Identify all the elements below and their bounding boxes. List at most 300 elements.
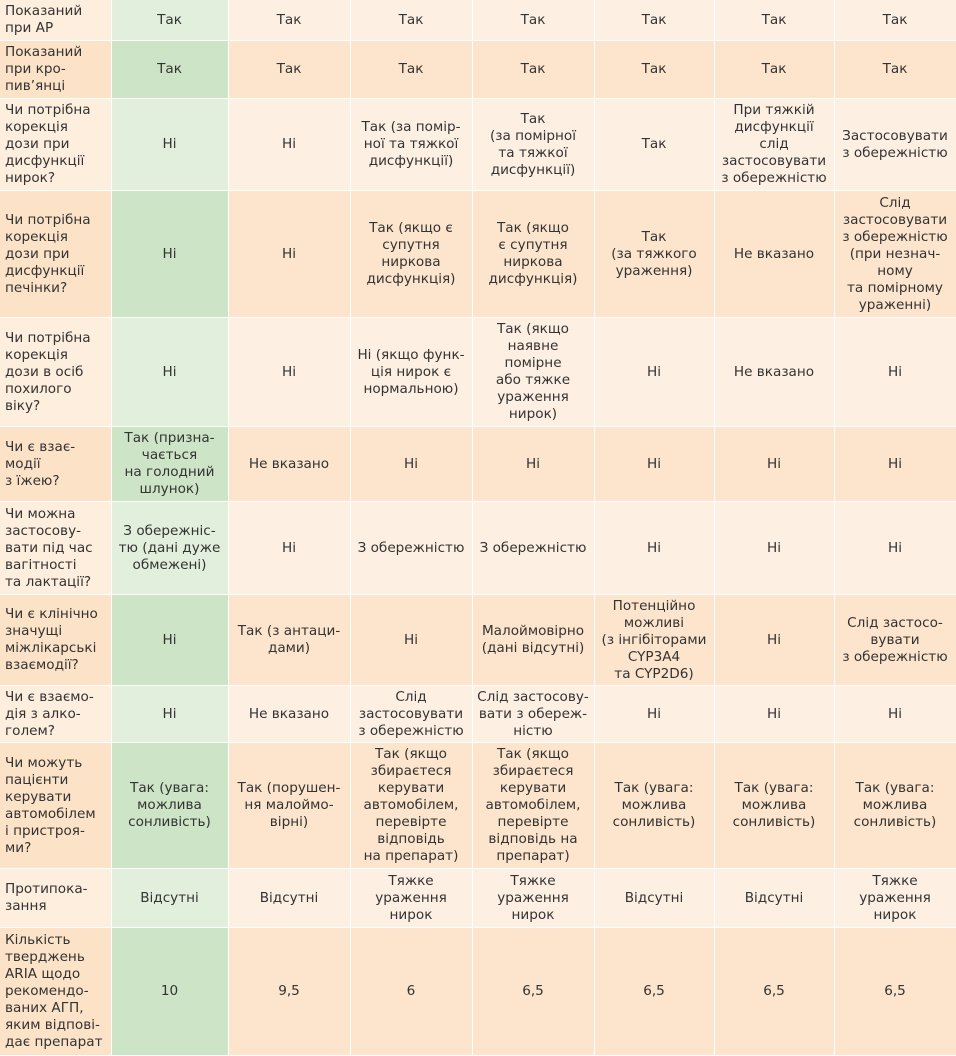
cell-text: автомобілем, [485,797,581,813]
cell-text: Ні [282,136,296,152]
cell-text: збираєтеся [492,763,574,779]
cell-text: 6,5 [643,983,665,999]
cell-text: Так [761,11,787,28]
row-header-text: дози в осіб [5,363,84,380]
row-header-text: Чи є клінічно [5,606,98,622]
cell-text: Ні [162,705,177,722]
cell-text: Ні [647,455,661,472]
cell-text: Так [398,61,424,77]
cell-text: Ні [404,455,418,472]
table-cell [834,869,956,928]
row-header-text: керувати [5,788,72,805]
cell-text: ураженні) [858,296,932,313]
cell-text: вати з обереж- [478,705,588,722]
row-header [0,595,111,686]
cell-text: Не вказано [248,455,330,472]
cell-text: Не вказано [733,363,815,380]
table-cell [350,686,472,743]
row-header [0,41,111,99]
table-cell [472,41,594,99]
cell-text: Ні [888,363,902,380]
row-header-text: застосову- [5,522,82,539]
cell-text: Ні [162,363,177,380]
cell-text: Ні [282,539,296,556]
table-cell [834,743,956,869]
cell-text: на препарат) [363,848,459,864]
table-cell [594,41,714,99]
table-cell [714,427,834,502]
row-header-text: віку? [5,397,41,414]
cell-text: Так [398,11,424,28]
cell-text: Так (якщо [497,746,569,762]
table-cell [834,427,956,502]
cell-text: ураження [497,889,569,906]
cell-text: Ні [162,136,177,152]
row-header-text: дисфункції [5,153,85,169]
cell-text: збираєтеся [370,763,452,779]
table-cell [111,869,228,928]
cell-text: дисфункції [734,119,814,135]
cell-text: Потенційно [612,597,696,614]
cell-text: дисфункція) [488,271,578,287]
cell-text: препарат) [496,848,570,864]
cell-text: нирок) [508,406,558,422]
cell-text: Відсутні [259,889,319,906]
cell-text: дисфункції) [368,153,454,169]
cell-text: та CYP2D6) [614,665,694,682]
cell-text: перевірте [497,814,569,830]
cell-text: та помірному [847,279,943,296]
cell-text: Не вказано [248,705,330,722]
table-row [0,41,956,99]
row-header-text: голем? [5,722,55,739]
cell-text: сонливість) [732,814,816,830]
cell-text: Тяжке [510,872,556,889]
table-row [0,869,956,928]
table-cell [714,743,834,869]
table-cell [834,928,956,1056]
table-row [0,318,956,427]
cell-text: Тяжке [872,872,918,889]
table-cell [111,191,228,318]
table-cell [594,743,714,869]
row-header-text: Протипока- [5,881,88,897]
table-cell [111,0,228,41]
table-cell [594,427,714,502]
cell-text: 6,5 [522,983,544,999]
table-cell [714,595,834,686]
table-cell [472,318,594,427]
table-cell [228,928,350,1056]
row-header-text: автомобілем [5,805,96,822]
table-cell [472,0,594,41]
cell-text: 6,5 [884,983,906,999]
cell-text: 9,5 [278,983,300,999]
cell-text: застосовувати [842,211,948,228]
table-cell [594,191,714,318]
table-cell [228,686,350,743]
cell-text: Ні [162,245,177,262]
row-header [0,427,111,502]
cell-text: ураження [375,889,447,906]
cell-text: наявне [507,338,559,354]
table-cell [834,191,956,318]
table-row [0,928,956,1056]
row-header-text: дози при [5,245,70,262]
cell-text: шлунок) [139,481,200,497]
row-header-text: Показаний [5,44,83,60]
table-cell [111,595,228,686]
table-cell [350,869,472,928]
row-header [0,743,111,869]
table-cell [714,928,834,1056]
cell-text: (дані відсутні) [481,640,585,656]
table-cell [350,191,472,318]
cell-text: Ні [647,705,661,722]
cell-text: Так [520,110,546,127]
table-cell [228,595,350,686]
cell-text: Ні [647,363,661,380]
table-cell [714,686,834,743]
cell-text: з обережністю [842,648,948,665]
table-cell [594,928,714,1056]
cell-text: Так (призна- [124,430,215,446]
row-header-text: та лактації? [5,573,92,590]
table-cell [111,41,228,99]
cell-text: Ні [404,631,418,648]
table-cell [228,99,350,191]
cell-text: ураження) [615,262,693,279]
cell-text: ураження [497,389,569,405]
table-cell [714,318,834,427]
row-header-text: і пристроя- [5,822,85,839]
cell-text: ниркова [503,254,563,270]
cell-text: нирок [389,906,433,923]
table-cell [111,743,228,869]
cell-text: ураження [859,889,931,906]
table-cell [472,191,594,318]
table-cell [594,99,714,191]
cell-text: нормальною) [363,380,459,397]
table-cell [472,595,594,686]
cell-text: Так (увага: [734,780,814,796]
cell-text: Ні (якщо функ- [357,346,465,363]
row-header-text: нирок? [5,170,56,186]
cell-text: Так (увага: [130,780,209,796]
table-cell [350,427,472,502]
row-header-text: при кро- [5,61,66,77]
cell-text: можливі [623,614,685,631]
cell-text: З обережністю [479,539,587,556]
table-cell [350,502,472,595]
table-row [0,0,956,41]
row-header-text: корекція [5,346,68,363]
row-header-text: Чи можуть [5,754,83,771]
cell-text: ня малоймо- [244,797,334,813]
table-cell [350,743,472,869]
cell-text: Так (якщо [497,321,569,337]
cell-text: Так [641,228,667,245]
table-cell [111,318,228,427]
row-header-text: Чи є взає- [5,438,76,455]
cell-text: Так [157,11,182,28]
cell-text: Ні [888,539,902,556]
cell-text: з обережністю [358,722,464,739]
cell-text: вувати [870,631,920,648]
row-header [0,686,111,743]
cell-text: сонливість) [853,814,937,830]
row-header-text: пацієнти [5,771,69,788]
cell-text: Ні [526,455,540,472]
row-header [0,318,111,427]
row-header-text: значущі [5,623,63,639]
cell-text: або тяжке [495,372,571,388]
table-cell [228,318,350,427]
row-header-text: Чи потрібна [5,211,91,228]
cell-text: сонливість) [128,814,211,830]
table-cell [834,595,956,686]
row-header-text: похилого [5,380,72,397]
table-cell [834,99,956,191]
table-row [0,427,956,502]
table-cell [111,427,228,502]
row-header-text: пив’янці [5,78,66,94]
table-cell [834,686,956,743]
row-header-text: Чи потрібна [5,329,91,346]
cell-text: є супутня [498,237,568,253]
cell-text: ція нирок є [370,363,452,380]
row-header-text: дає препарат [5,1034,103,1050]
cell-text: Тяжке [388,872,434,889]
cell-text: Не вказано [733,245,815,262]
cell-text: (за помірної [489,127,577,144]
row-header-text: Чи потрібна [5,102,91,118]
cell-text: Слід [879,194,911,211]
cell-text: З обережністю [357,539,465,556]
table-cell [350,41,472,99]
table-cell [714,0,834,41]
cell-text: (при незнач- [849,245,941,262]
table-cell [594,0,714,41]
cell-text: Так [882,61,908,77]
row-header [0,928,111,1056]
table-cell [111,502,228,595]
table-cell [594,595,714,686]
row-header-text: міжлікарські [5,640,97,656]
table-cell [350,318,472,427]
cell-text: Ні [282,363,296,380]
cell-text: Ні [767,631,781,648]
cell-text: дами) [267,640,311,656]
table-cell [472,686,594,743]
cell-text: Слід [395,688,427,705]
row-header-text: ARIA щодо [5,966,81,982]
cell-text: (за тяжкого [611,245,697,262]
table-cell [834,0,956,41]
table-row [0,191,956,318]
cell-text: Відсутні [624,889,684,906]
cell-text: Ні [282,245,296,262]
row-header-text: вагітності [5,556,77,573]
cell-text: тю (дані дуже [118,539,221,556]
table-cell [594,686,714,743]
row-header-text: рекомендо- [5,983,89,999]
cell-text: Так [641,11,667,28]
row-header-text: Чи можна [5,505,76,522]
cell-text: Так [276,11,302,28]
cell-text: Так (за помір- [361,119,461,135]
table-row [0,99,956,191]
row-header-text: корекція [5,119,68,135]
cell-text: можлива [137,797,202,813]
row-header-text: при АР [5,20,54,36]
row-header-text: дія з алко- [5,705,81,722]
table-cell [714,869,834,928]
cell-text: ної та тяжкої [363,136,459,152]
cell-text: Малоймовірно [481,623,585,639]
row-header-text: модії [5,455,41,472]
cell-text: з обережністю [842,228,948,245]
cell-text: дисфункції) [490,161,576,178]
cell-text: та тяжкої [498,144,568,161]
table-cell [228,427,350,502]
table-cell [594,869,714,928]
cell-text: можлива [621,797,687,813]
table-cell [472,427,594,502]
table-cell [472,502,594,595]
table-cell [594,502,714,595]
cell-text: можлива [741,797,807,813]
cell-text: Так [641,136,667,152]
cell-text: Так (якщо є [369,220,453,236]
row-header-text: Показаний [5,3,83,19]
row-header-text: тверджень [5,949,85,965]
table-cell [472,99,594,191]
cell-text: Слід застосо- [847,614,943,631]
table-cell [350,595,472,686]
cell-text: відповідь на [488,831,578,847]
table-row [0,686,956,743]
table-cell [594,318,714,427]
cell-text: Ні [162,631,177,648]
row-header-text: дози при [5,136,70,152]
table-cell [111,928,228,1056]
cell-text: вірні) [269,814,309,830]
table-cell [350,928,472,1056]
row-header-text: з їжею? [5,472,60,489]
row-header-text: ми? [5,839,32,856]
cell-text: Застосовувати [842,127,948,144]
cell-text: Так (якщо [375,746,447,762]
cell-text: з обережністю [721,170,827,186]
cell-text: Так [641,61,667,77]
table-cell [714,41,834,99]
row-header [0,869,111,928]
cell-text: сонливість) [612,814,696,830]
row-header [0,99,111,191]
table-cell [228,191,350,318]
row-header-text: дисфункції [5,262,85,279]
table-row [0,595,956,686]
cell-text: помірне [504,355,562,371]
cell-text: перевірте [375,814,447,830]
row-header [0,502,111,595]
row-header-text: вати під час [5,539,93,556]
table-cell [472,743,594,869]
cell-text: Так [520,61,546,77]
cell-text: керувати [499,780,567,796]
row-header-text: Чи є взаємо- [5,688,94,705]
cell-text: застосовувати [358,705,464,722]
row-header-text: взаємодії? [5,657,79,673]
table-cell [111,99,228,191]
cell-text: Так (увага: [614,780,694,796]
cell-text: Ні [767,705,781,722]
cell-text: Так [157,61,182,77]
row-header-text: яким відпові- [5,1017,100,1033]
row-header-text: ваних АГП, [5,1000,84,1016]
table-cell [350,99,472,191]
cell-text: Ні [888,705,902,722]
cell-text: ному [877,262,913,279]
cell-text: 6,5 [763,983,785,999]
row-header-text: Кількість [5,932,71,948]
cell-text: автомобілем, [363,797,459,813]
cell-text: З обережніс- [123,522,216,539]
cell-text: При тяжкій [733,102,815,118]
cell-text: Відсутні [140,889,199,906]
table-cell [834,502,956,595]
cell-text: можлива [862,797,928,813]
table-cell [228,502,350,595]
cell-text: Так [520,11,546,28]
cell-text: слід [759,136,789,152]
cell-text: CYP3A4 [627,648,681,665]
table-row [0,502,956,595]
row-header [0,191,111,318]
cell-text: 10 [160,983,179,999]
cell-text: відповідь [377,831,445,847]
cell-text: Так (увага: [855,780,935,796]
table-cell [472,928,594,1056]
cell-text: 6 [406,983,416,999]
table-cell [834,41,956,99]
table-cell [472,869,594,928]
cell-text: Так [882,11,908,28]
table-row [0,743,956,869]
cell-text: на голодний [124,464,215,480]
cell-text: нирок [511,906,555,923]
row-header-text: печінки? [5,279,68,296]
table-cell [714,502,834,595]
cell-text: Так (якщо [497,220,569,236]
cell-text: супутня [382,237,440,253]
cell-text: Ні [888,455,902,472]
row-header-text: зання [5,898,47,914]
table-cell [834,318,956,427]
table-cell [228,869,350,928]
cell-text: чається [141,447,198,463]
row-header [0,0,111,41]
table-cell [228,0,350,41]
table-cell [714,99,834,191]
cell-text: застосовувати [721,153,827,169]
cell-text: Так [761,61,787,77]
cell-text: Слід застосову- [477,688,589,705]
cell-text: Так (порушен- [237,780,341,796]
cell-text: Ні [767,455,781,472]
cell-text: обмежені) [132,556,207,573]
